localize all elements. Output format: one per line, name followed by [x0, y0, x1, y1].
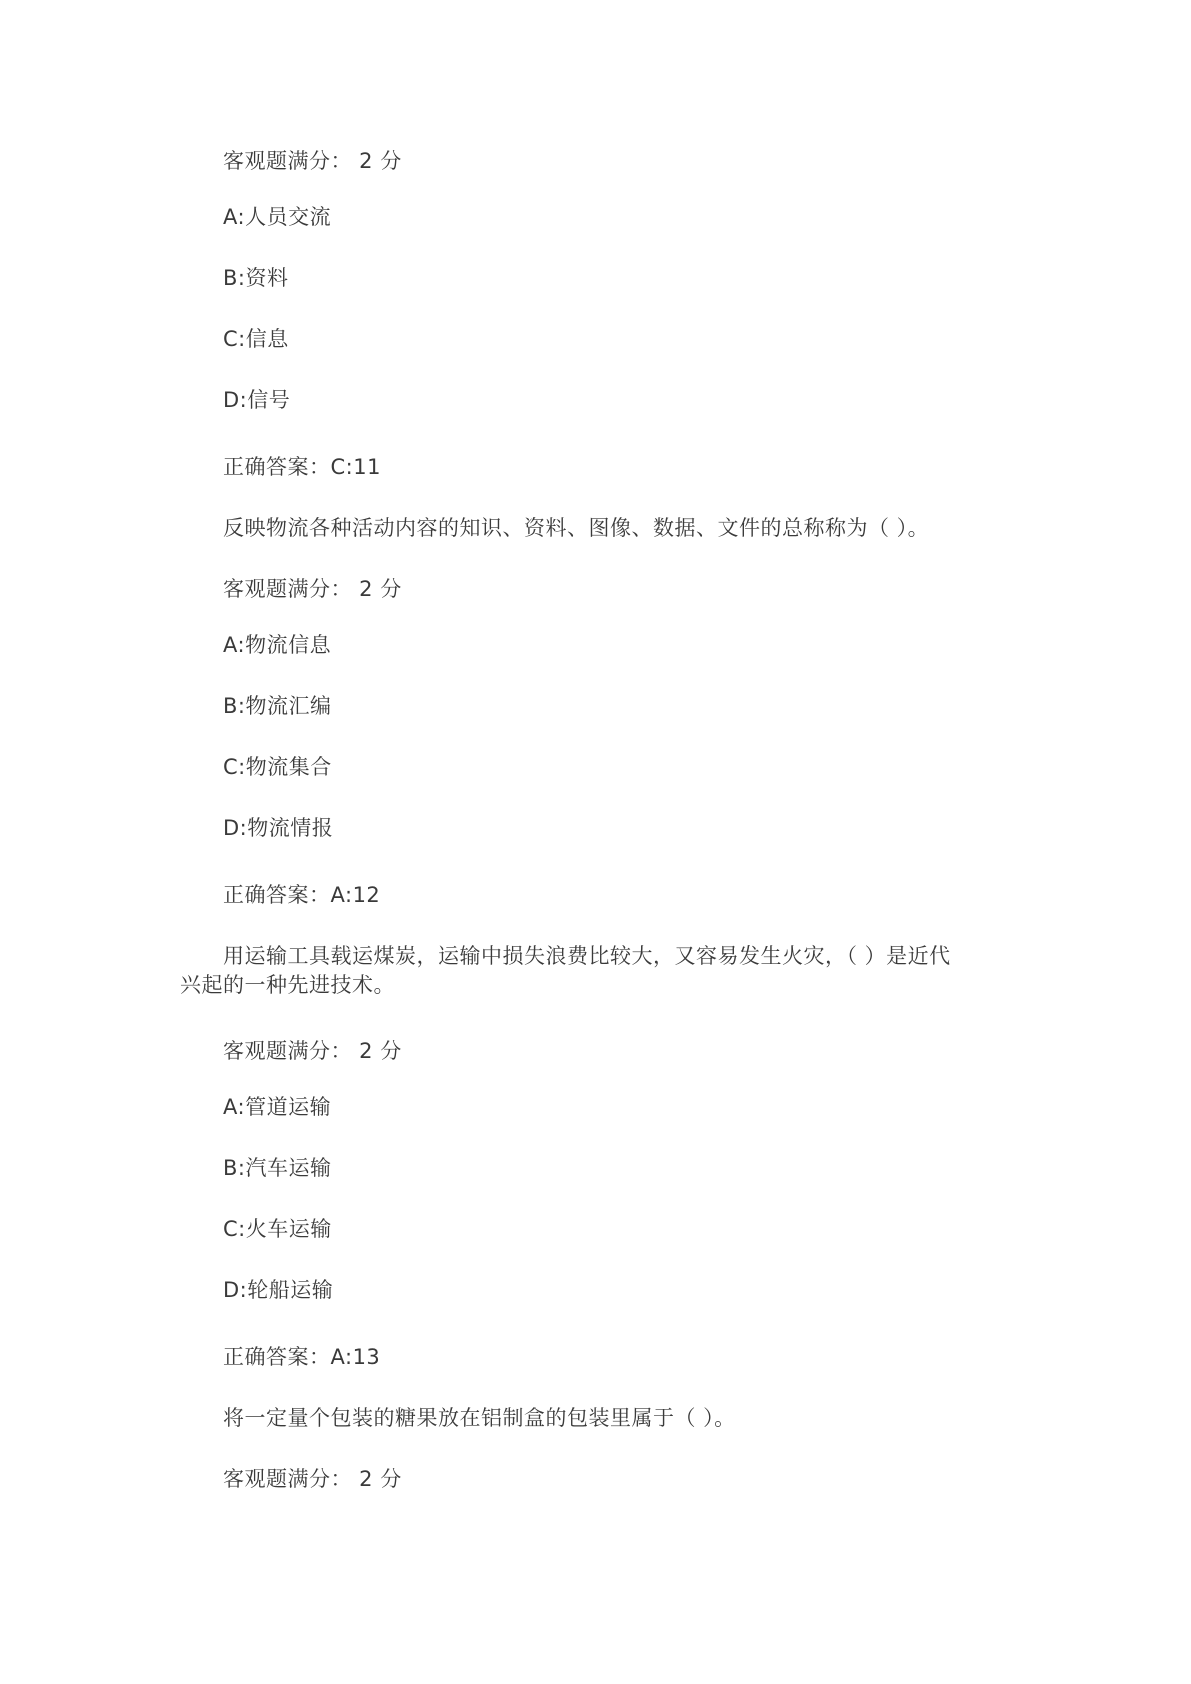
option-c: C:物流集合 [223, 755, 332, 779]
score-line: 客观题满分： 2 分 [223, 149, 402, 173]
score-line: 客观题满分： 2 分 [223, 1039, 402, 1063]
option-a: A:物流信息 [223, 633, 332, 657]
score-line: 客观题满分： 2 分 [223, 577, 402, 601]
option-b: B:资料 [223, 266, 289, 290]
option-b: B:汽车运输 [223, 1156, 332, 1180]
option-b: B:物流汇编 [223, 694, 332, 718]
correct-answer: 正确答案：A:13 [223, 1345, 381, 1369]
question-text-continuation: 兴起的一种先进技术。 [180, 973, 395, 997]
score-line: 客观题满分： 2 分 [223, 1467, 402, 1491]
option-d: D:轮船运输 [223, 1278, 334, 1302]
question-text: 用运输工具载运煤炭，运输中损失浪费比较大，又容易发生火灾，（ ）是近代 [223, 944, 951, 968]
question-text: 反映物流各种活动内容的知识、资料、图像、数据、文件的总称称为（ ）。 [223, 516, 930, 540]
option-d: D:信号 [223, 388, 291, 412]
option-c: C:火车运输 [223, 1217, 332, 1241]
question-text: 将一定量个包装的糖果放在铝制盒的包装里属于（ ）。 [223, 1406, 736, 1430]
option-a: A:管道运输 [223, 1095, 332, 1119]
correct-answer: 正确答案：A:12 [223, 883, 381, 907]
option-c: C:信息 [223, 327, 289, 351]
option-a: A:人员交流 [223, 205, 332, 229]
correct-answer: 正确答案：C:11 [223, 455, 381, 479]
option-d: D:物流情报 [223, 816, 334, 840]
